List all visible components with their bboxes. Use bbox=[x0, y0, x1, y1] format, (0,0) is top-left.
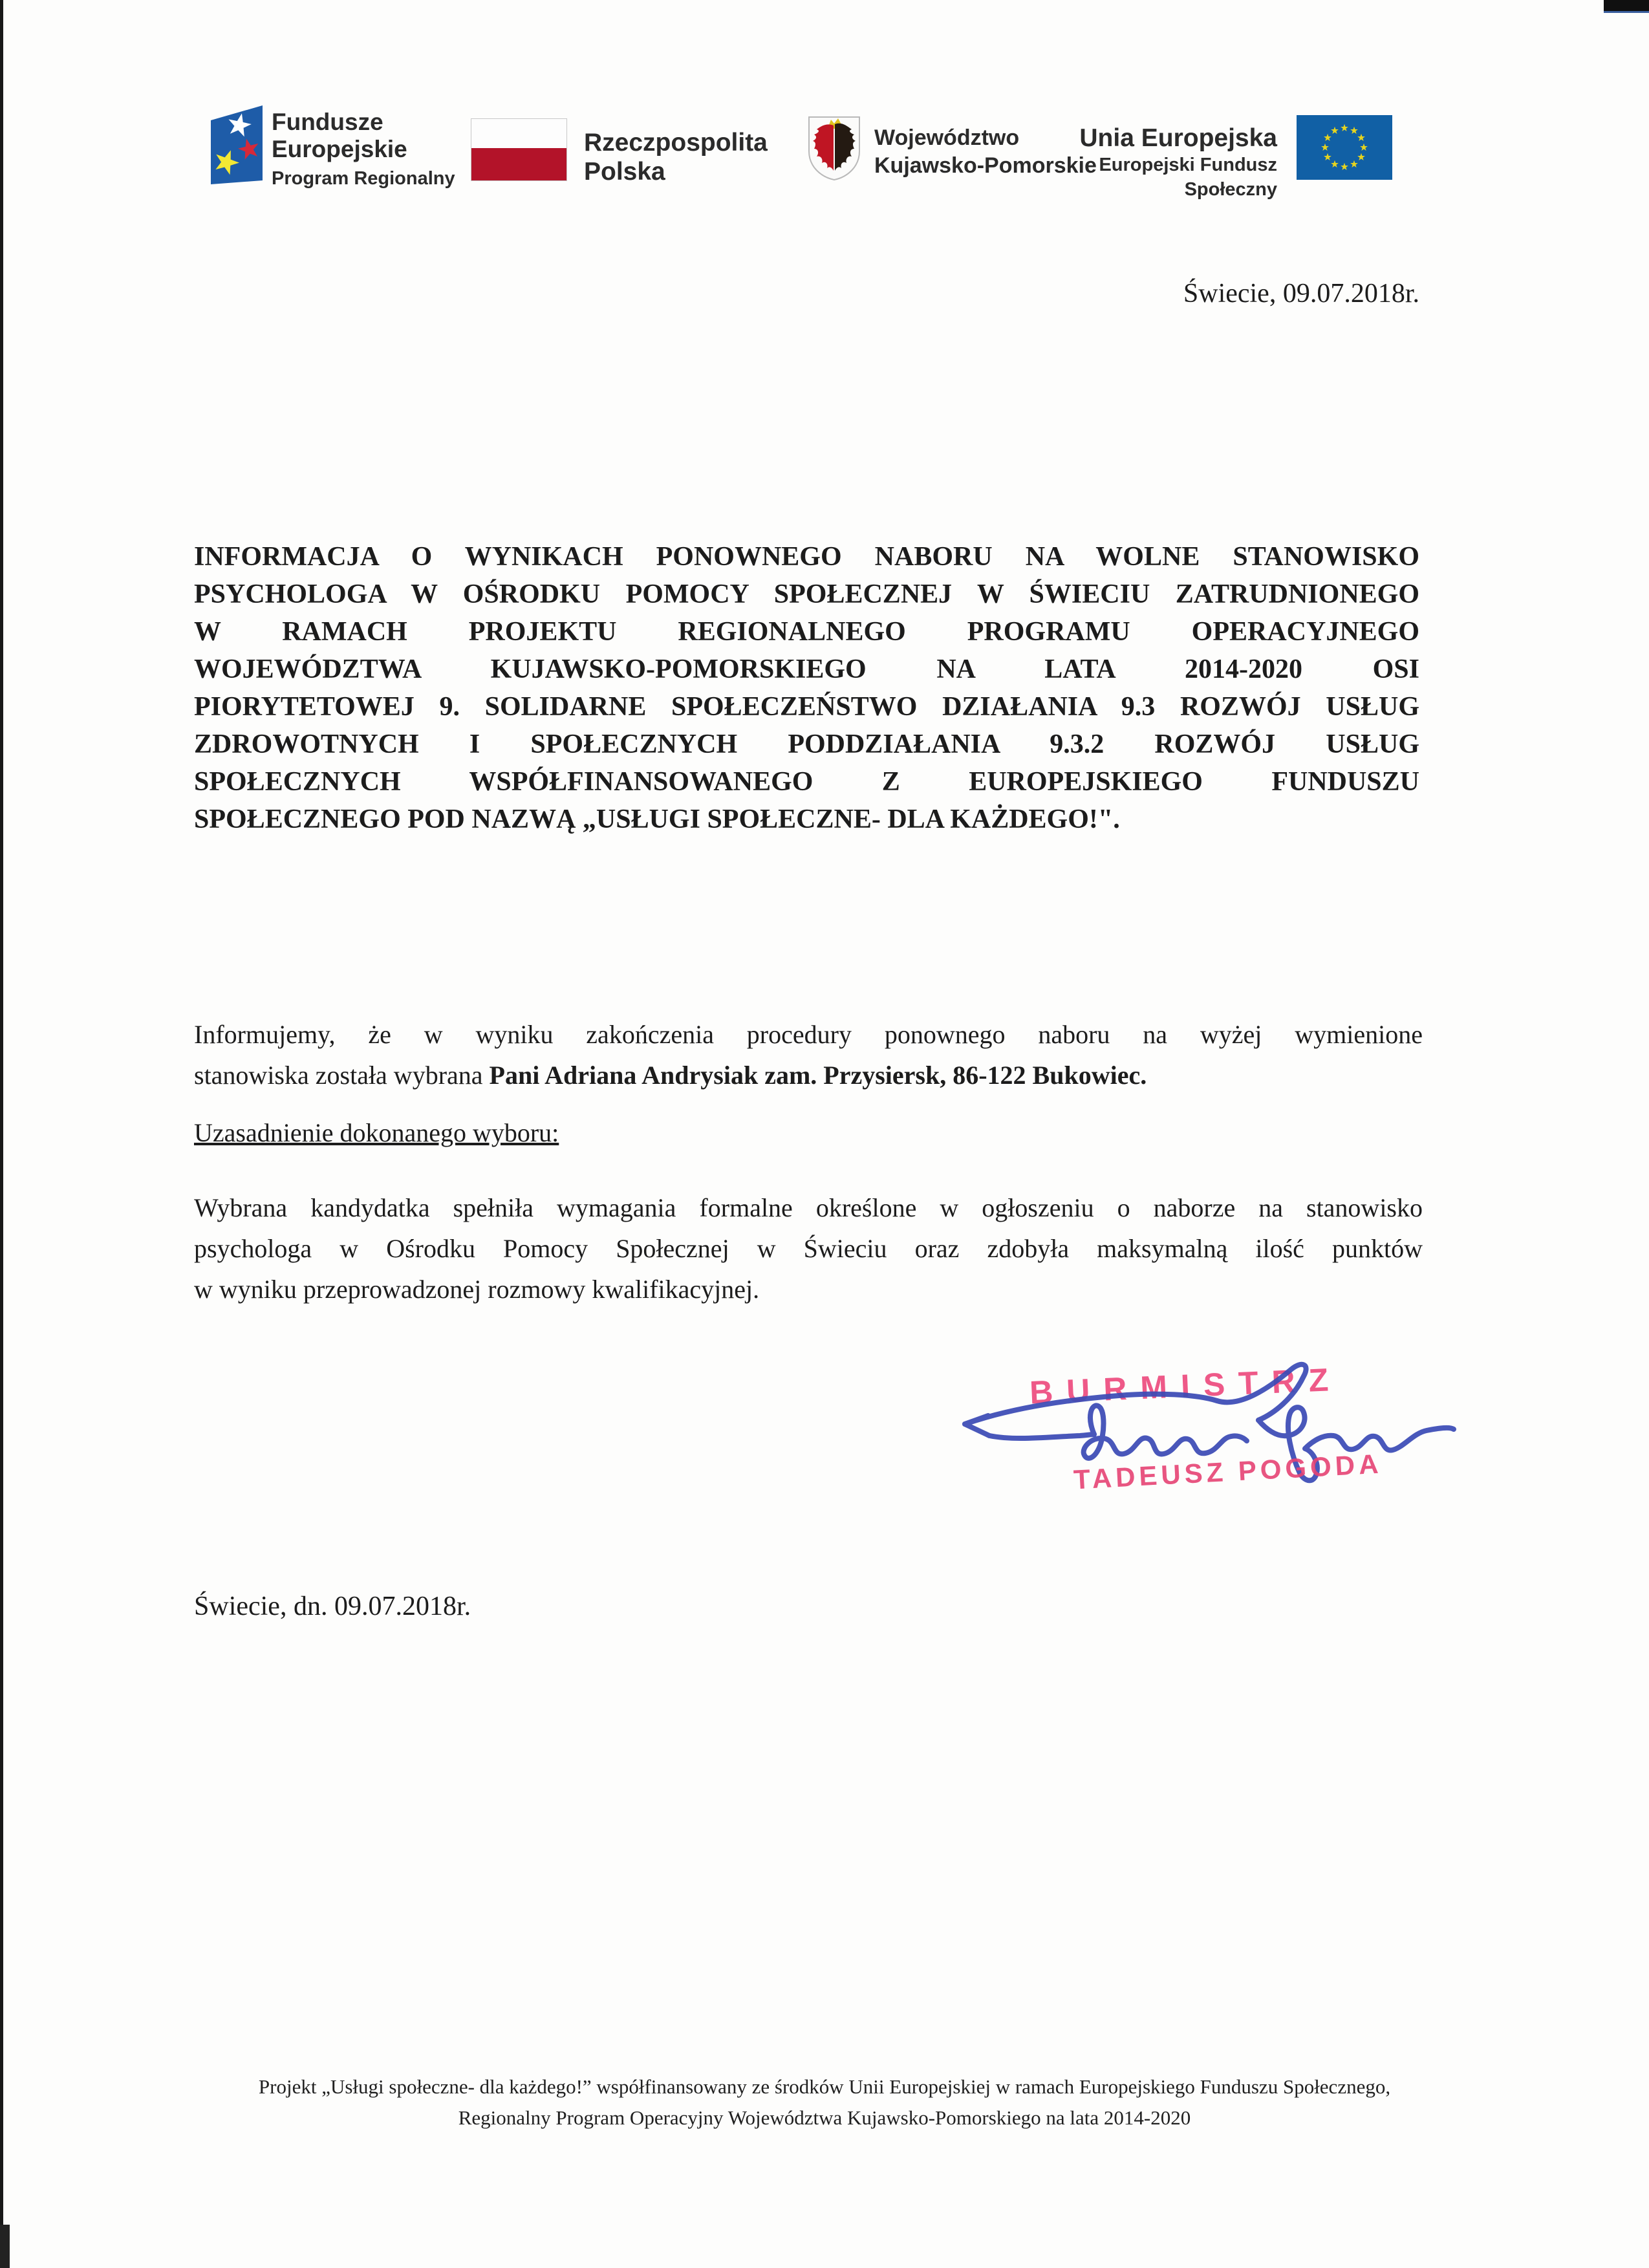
mayor-stamp-title: BURMISTRZ bbox=[1029, 1361, 1343, 1411]
logo-line: Europejski Fundusz Społeczny bbox=[1099, 155, 1277, 200]
logo-line: Rzeczpospolita bbox=[584, 129, 768, 157]
polish-flag-icon bbox=[471, 118, 567, 181]
logo-line: Polska bbox=[584, 158, 665, 186]
paragraph-line: w wyniku przeprowadzonej rozmowy kwalifikacyjnej. bbox=[194, 1275, 760, 1304]
handwritten-signature bbox=[925, 1339, 1494, 1533]
paragraph-line bbox=[194, 1055, 1423, 1096]
title-line: SPOŁECZNYCH WSPÓŁFINANSOWANEGO Z EUROPEJSKIEGO FUNDUSZU bbox=[194, 767, 1419, 797]
paragraph-line: psychologa w Ośrodku Pomocy Społecznej w Świeciu oraz zdobyła maksymalną ilość punktów bbox=[194, 1234, 1423, 1263]
header-logo-strip bbox=[0, 0, 1649, 233]
paragraph-line: Wybrana kandydatka spełniła wymagania formalne określone w ogłoszeniu o naborze na stanowisko bbox=[194, 1193, 1423, 1222]
title-line: PSYCHOLOGA W OŚRODKU POMOCY SPOŁECZNEJ W ŚWIECIU ZATRUDNIONEGO bbox=[194, 579, 1419, 609]
logo-line: Województwo bbox=[874, 125, 1020, 150]
scan-artifact-left-bottom bbox=[0, 2225, 10, 2268]
logo-line: Program Regionalny bbox=[272, 168, 455, 189]
unia-europejska-logo-text bbox=[1015, 124, 1277, 202]
paragraph-announcement bbox=[194, 1014, 1423, 1096]
paragraph-line: Informujemy, że w wyniku zakończenia procedury ponownego naboru na wyżej wymienione bbox=[194, 1020, 1423, 1049]
letter-date-top: Świecie, 09.07.2018r. bbox=[1183, 279, 1419, 308]
justification-heading: Uzasadnienie dokonanego wyboru: bbox=[194, 1118, 559, 1147]
title-line: INFORMACJA O WYNIKACH PONOWNEGO NABORU NA WOLNE STANOWISKO bbox=[194, 542, 1419, 572]
mayor-stamp-name: TADEUSZ POGODA bbox=[1073, 1448, 1383, 1495]
title-line: SPOŁECZNEGO POD NAZWĄ „USŁUGI SPOŁECZNE- DLA KAŻDEGO!". bbox=[194, 805, 1120, 834]
logo-line: Kujawsko-Pomorskie bbox=[874, 153, 1097, 178]
selected-candidate-name: Pani Adriana Andrysiak zam. Przysiersk, 86-122 Bukowiec. bbox=[489, 1061, 1147, 1090]
paragraph-text: stanowiska została wybrana bbox=[194, 1061, 490, 1090]
logo-line: Unia Europejska bbox=[1079, 124, 1277, 152]
footer-line: Regionalny Program Operacyjny Województwa Kujawsko-Pomorskiego na lata 2014-2020 bbox=[458, 2106, 1191, 2129]
logo-line: Fundusze bbox=[272, 109, 383, 135]
fundusze-europejskie-logo-text bbox=[272, 109, 455, 189]
title-line: ZDROWOTNYCH I SPOŁECZNYCH PODDZIAŁANIA 9.3.2 ROZWÓJ USŁUG bbox=[194, 729, 1419, 759]
project-footer bbox=[178, 2071, 1471, 2133]
title-line: WOJEWÓDZTWA KUJAWSKO-POMORSKIEGO NA LATA 2014-2020 OSI bbox=[194, 654, 1419, 684]
letter-title bbox=[194, 538, 1419, 838]
scan-artifact-left-edge bbox=[0, 0, 3, 2268]
logo-line: Europejskie bbox=[272, 136, 407, 162]
fundusze-europejskie-flag-icon bbox=[206, 102, 265, 186]
footer-line: Projekt „Usługi społeczne- dla każdego!” współfinansowany ze środków Unii Europejskiej w ramach Europejskiego Funduszu Społecznego, bbox=[258, 2075, 1391, 2098]
rzeczpospolita-polska-logo-text bbox=[584, 128, 768, 186]
paragraph-justification bbox=[194, 1187, 1423, 1310]
letter-date-bottom: Świecie, dn. 09.07.2018r. bbox=[194, 1592, 471, 1621]
title-line: W RAMACH PROJEKTU REGIONALNEGO PROGRAMU OPERACYJNEGO bbox=[194, 617, 1419, 647]
eu-flag-icon bbox=[1297, 115, 1392, 180]
title-line: PIORYTETOWEJ 9. SOLIDARNE SPOŁECZEŃSTWO DZIAŁANIA 9.3 ROZWÓJ USŁUG bbox=[194, 692, 1419, 722]
kujawsko-pomorskie-crest-icon bbox=[807, 115, 861, 182]
